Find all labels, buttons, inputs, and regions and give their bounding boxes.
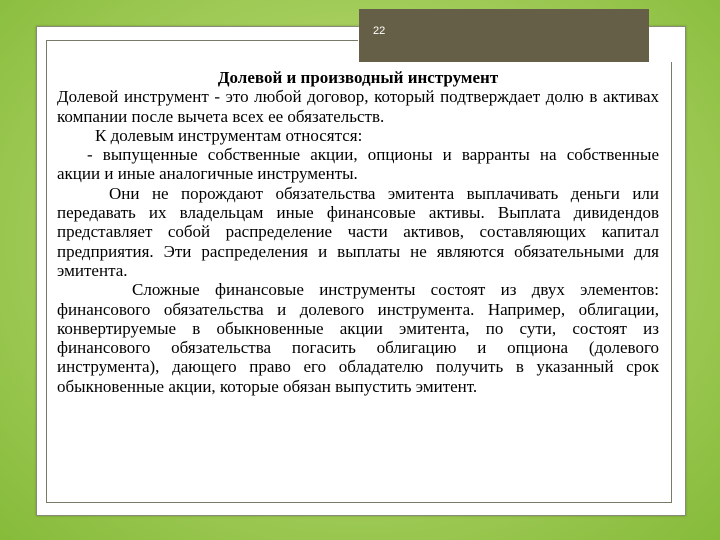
frame-line-left — [46, 40, 47, 502]
page-number-box — [359, 9, 649, 62]
paragraph-obligations: Они не порождают обязательства эмитента выплачивать деньги или передавать их владельцам иные финансовые активы. Выплата дивидендов представляет собой распределение части активов, составляющих капитал предприятия. Эти распределения и выплаты не являются обязательными для эмитента. — [57, 183, 659, 280]
page-number: 22 — [373, 25, 386, 37]
frame-line-bottom — [46, 502, 672, 503]
slide-title: Долевой и производный инструмент — [217, 68, 499, 87]
paragraph-compound-instruments: Сложные финансовые инструменты состоят из двух элементов: финансового обязательства и долевого инструмента. Например, облигации, конвертируемые в обыкновенные акции эмитента, по сути, состоят из финансового обязательства погасить облигацию и опциона (долевого инструмента), дающего право его обладателю получить в указанный срок обыкновенные акции, которые обязан выпустить эмитент. — [57, 280, 659, 396]
slide-content — [57, 68, 659, 396]
frame-line-right — [671, 62, 672, 503]
paragraph-list-intro: К долевым инструментам относятся: — [95, 125, 363, 145]
paragraph-list-item: - выпущенные собственные акции, опционы и варранты на собственные акции и иные аналогичные инструменты. — [57, 145, 659, 184]
paragraph-definition: Долевой инструмент - это любой договор, который подтверждает долю в активах компании после вычета всех ее обязательств. — [57, 87, 659, 126]
frame-line-top — [46, 40, 358, 41]
